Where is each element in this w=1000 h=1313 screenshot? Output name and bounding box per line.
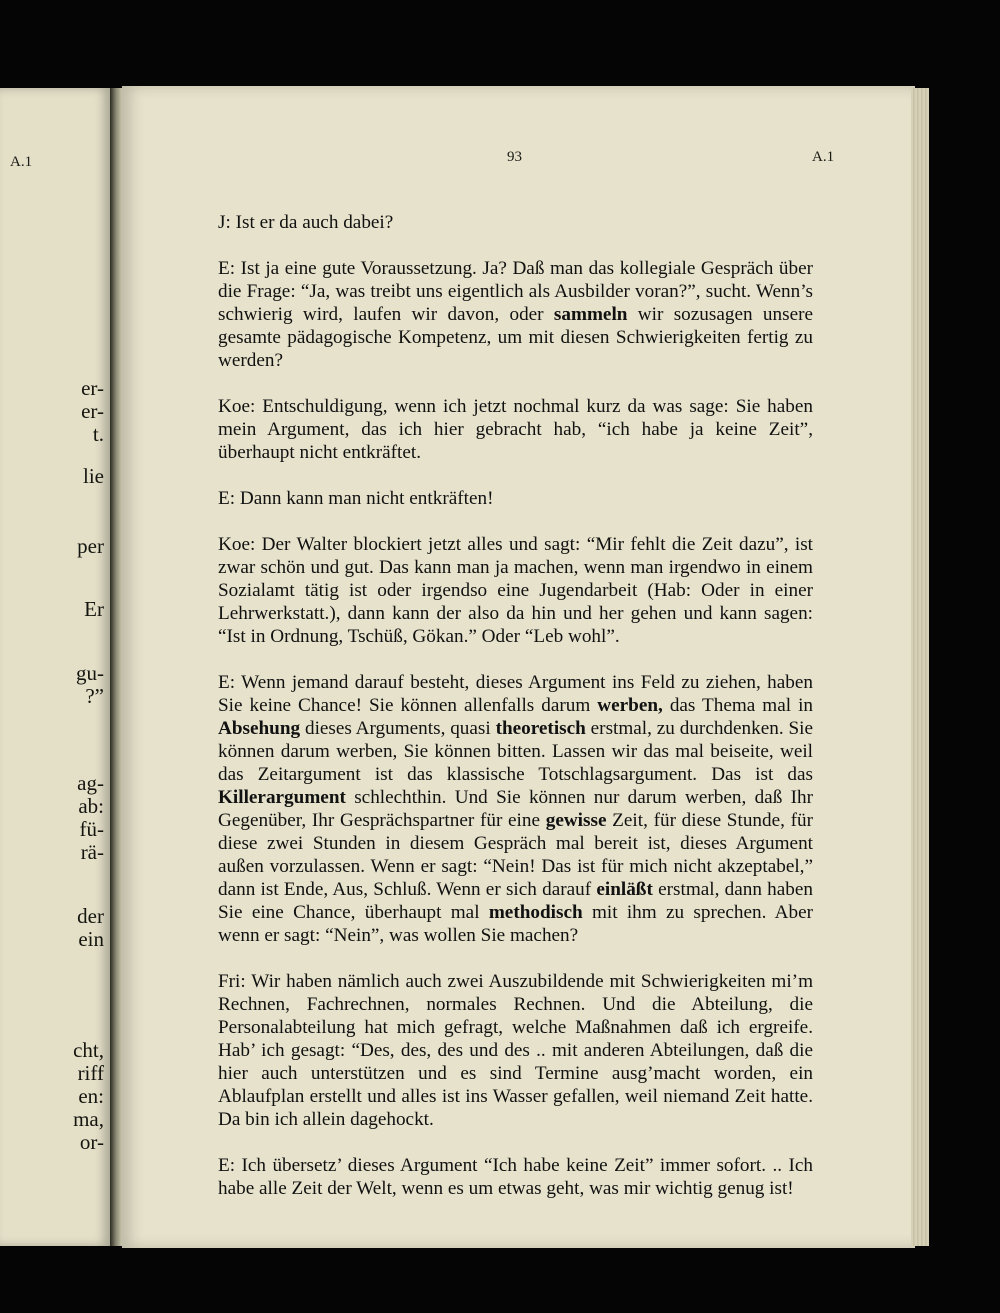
paragraph [218,533,813,648]
paragraph-text: E: Dann kann man nicht entkräften! [218,488,494,509]
left-fragment: ?” [85,684,104,708]
left-fragment: or- [79,1130,104,1154]
paragraph [218,257,813,372]
left-fragment: er- [81,399,104,423]
left-fragment: er- [81,376,104,400]
paragraph-text: wir sozusagen unsere gesamte pädagogische Kompetenz, um mit diesen Schwierigkeiten fertig zu werden? [218,304,813,371]
paragraph-text: E: Wenn jemand darauf besteht, dieses Argument ins Feld zu ziehen, haben Sie keine Chance! Sie können allenfalls darum [218,672,813,716]
left-fragment: cht, [73,1038,104,1062]
paragraph-text: Koe: Entschuldigung, wenn ich jetzt nochmal kurz da was sage: Sie haben mein Argument, das ich hier gebracht hab, “ich habe ja keine Zeit”, überhaupt nicht entkräftet. [218,396,813,463]
paragraph-text: mit ihm zu sprechen. Aber wenn er sagt: “Nein”, was wollen Sie machen? [218,902,813,946]
paragraph [218,671,813,947]
left-fragment: per [77,534,104,558]
paragraph-text: J: Ist er da auch dabei? [218,212,394,233]
left-fragment: der [77,904,104,928]
left-fragment: ag- [77,771,104,795]
section-header: A.1 [812,149,835,165]
paragraph-text: E: Ist ja eine gute Voraussetzung. Ja? Daß man das kollegiale Gespräch über die Frage: “Ja, was treibt uns eigentlich als Ausbilder voran?”, sucht. Wenn’s schwierig wird, laufen wir davon, oder [218,258,813,325]
paragraph-text: erstmal, zu durchdenken. Sie können darum werben, Sie können bitten. Lassen wir das mal beiseite, weil das Zeitargument ist das klassische Totschlagsargument. Das ist das [218,718,813,785]
bold-text: Killerargument [218,787,346,808]
bold-text: gewisse [545,810,607,831]
paragraph [218,395,813,464]
left-fragment: en: [78,1084,104,1108]
paragraph [218,970,813,1131]
paragraph-text: erstmal, dann haben Sie eine Chance, überhaupt mal [218,879,813,923]
left-fragment: ab: [78,794,104,818]
paragraph [218,1154,813,1200]
paragraph-text: Zeit, für diese Stunde, für diese zwei Stunden in diesem Gespräch mal bereit ist, dieses Argument außen vorzulassen. Wenn er sagt: “Nein! Das ist für mich nicht akzeptabel,” dann ist Ende, Aus, Schluß. Wenn er sich darauf [218,810,813,900]
bold-text: methodisch [488,902,583,923]
paragraph-text: das Thema mal in [662,695,813,716]
bold-text: Absehung [218,718,301,739]
left-fragment: gu- [76,661,104,685]
left-page [0,88,110,1246]
paragraph [218,487,813,510]
page-body [218,211,813,1223]
left-fragment: ma, [73,1107,104,1131]
left-fragment: fü- [79,817,104,841]
book-gutter [110,88,122,1246]
bold-text: werben, [597,695,663,716]
left-fragment: t. [92,422,104,446]
left-fragment: lie [83,464,104,488]
bold-text: einläßt [596,879,653,900]
paragraph-text: dieses Arguments, quasi [300,718,496,739]
left-fragment: riff [77,1061,104,1085]
bold-text: theoretisch [495,718,586,739]
left-fragment: ein [78,927,104,951]
bold-text: sammeln [553,304,628,325]
left-fragment: rä- [80,840,104,864]
paragraph-text: schlechthin. Und Sie können nur darum werben, daß Ihr Gegenüber, Ihr Gesprächspartner für eine [218,787,813,831]
paragraph-text: Fri: Wir haben nämlich auch zwei Auszubildende mit Schwierigkeiten mi’m Rechnen, Fachrechnen, normales Rechnen. Und die Abteilung, die Personalabteilung hat mich gefragt, welche Maßnahmen daß ich ergreife. Hab’ ich gesagt: “Des, des, des und des .. mit anderen Abteilungen, daß die hier auch unterstützen und es sind Termine ausg’macht worden, ein Ablaufplan erstellt und alles ist ins Wasser gefallen, weil niemand Zeit hatte. Da bin ich allein dagehockt. [218,971,813,1130]
page-number: 93 [507,149,522,165]
left-fragment: Er [84,597,104,621]
paragraph [218,211,813,234]
paragraph-text: E: Ich übersetz’ dieses Argument “Ich habe keine Zeit” immer sofort. .. Ich habe alle Zeit der Welt, wenn es um etwas geht, was mir wichtig genug ist! [218,1155,813,1199]
left-page-header: A.1 [10,154,33,170]
page-stack-edge [911,88,929,1246]
paragraph-text: Koe: Der Walter blockiert jetzt alles und sagt: “Mir fehlt die Zeit dazu”, ist zwar schön und gut. Das kann man ja machen, wenn man irgendwo in einem Sozialamt tätig ist oder irgendso eine Jugendarbeit (Hab: Oder in einer Lehrwerkstatt.), dann kann der also da hin und her gehen und kann sagen: “Ist in Ordnung, Tschüß, Gökan.” Oder “Leb wohl”. [218,534,813,647]
right-page [122,86,915,1248]
